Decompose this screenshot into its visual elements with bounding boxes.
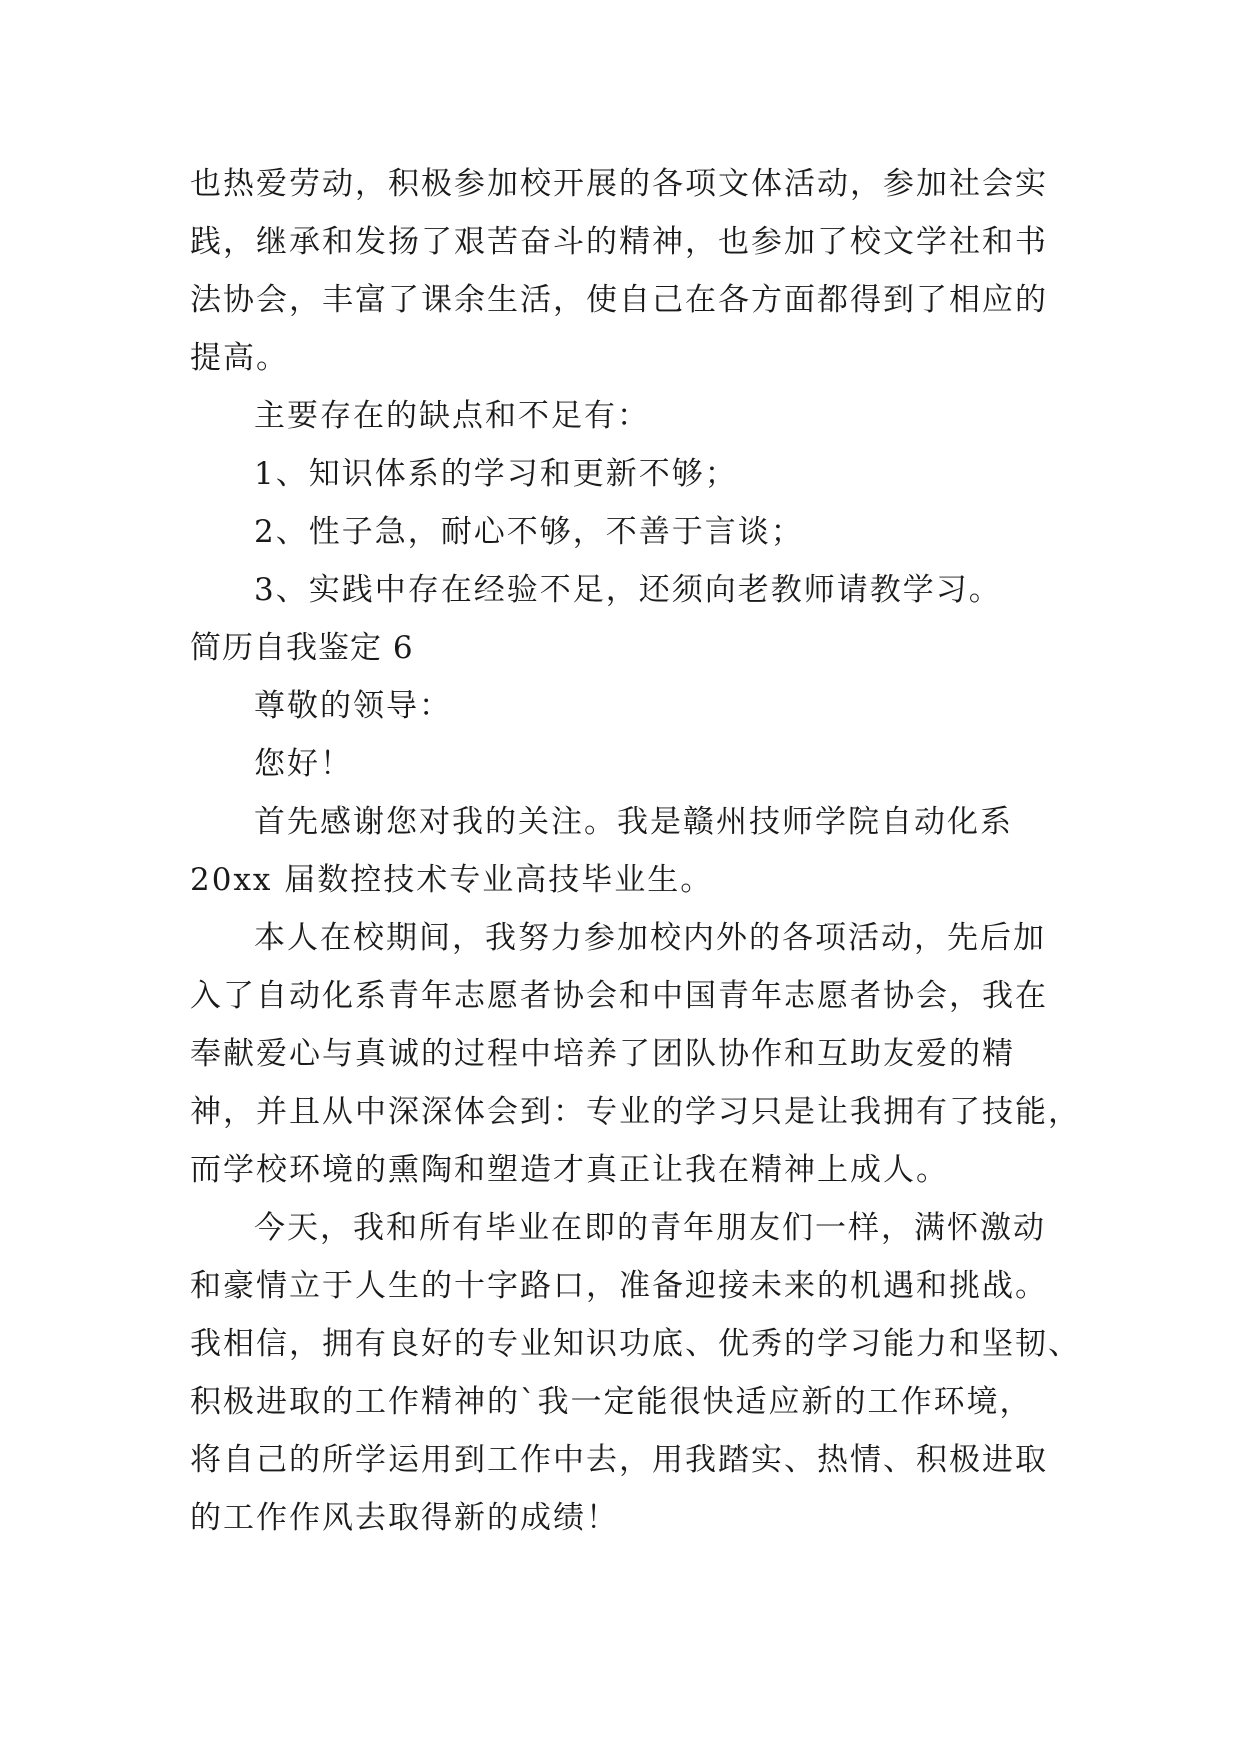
section-intro-line: 主要存在的缺点和不足有： xyxy=(254,398,650,434)
paragraph-line: 20xx 届数控技术专业高技毕业生。 xyxy=(190,862,714,898)
paragraph-line: 积极进取的工作精神的`我一定能很快适应新的工作环境， xyxy=(190,1384,1033,1420)
list-item: 2、性子急，耐心不够，不善于言谈； xyxy=(254,514,804,550)
paragraph-line: 法协会，丰富了课余生活，使自己在各方面都得到了相应的 xyxy=(190,282,1048,318)
paragraph-line: 践，继承和发扬了艰苦奋斗的精神，也参加了校文学社和书 xyxy=(190,224,1048,260)
paragraph-line: 首先感谢您对我的关注。我是赣州技师学院自动化系 xyxy=(254,804,1013,840)
document-body xyxy=(190,155,1081,1547)
paragraph-line: 和豪情立于人生的十字路口，准备迎接未来的机遇和挑战。 xyxy=(190,1268,1048,1304)
paragraph-line: 而学校环境的熏陶和塑造才真正让我在精神上成人。 xyxy=(190,1152,949,1188)
paragraph-line: 今天，我和所有毕业在即的青年朋友们一样，满怀激动 xyxy=(254,1210,1046,1246)
paragraph-line: 神，并且从中深深体会到：专业的学习只是让我拥有了技能， xyxy=(190,1094,1081,1130)
paragraph-line: 的工作作风去取得新的成绩！ xyxy=(190,1500,619,1536)
paragraph-line: 入了自动化系青年志愿者协会和中国青年志愿者协会，我在 xyxy=(190,978,1048,1014)
greeting: 您好！ xyxy=(254,746,353,782)
paragraph-line: 提高。 xyxy=(190,340,289,376)
paragraph-line: 将自己的所学运用到工作中去，用我踏实、热情、积极进取 xyxy=(190,1442,1048,1478)
paragraph-line: 我相信，拥有良好的专业知识功底、优秀的学习能力和坚韧、 xyxy=(190,1326,1081,1362)
paragraph-line: 也热爱劳动，积极参加校开展的各项文体活动，参加社会实 xyxy=(190,166,1048,202)
list-item: 1、知识体系的学习和更新不够； xyxy=(254,456,738,492)
paragraph-line: 本人在校期间，我努力参加校内外的各项活动，先后加 xyxy=(254,920,1046,956)
section-heading: 简历自我鉴定 6 xyxy=(190,630,414,666)
paragraph-line: 奉献爱心与真诚的过程中培养了团队协作和互助友爱的精 xyxy=(190,1036,1015,1072)
salutation: 尊敬的领导： xyxy=(254,688,452,724)
list-item: 3、实践中存在经验不足，还须向老教师请教学习。 xyxy=(254,572,1002,608)
